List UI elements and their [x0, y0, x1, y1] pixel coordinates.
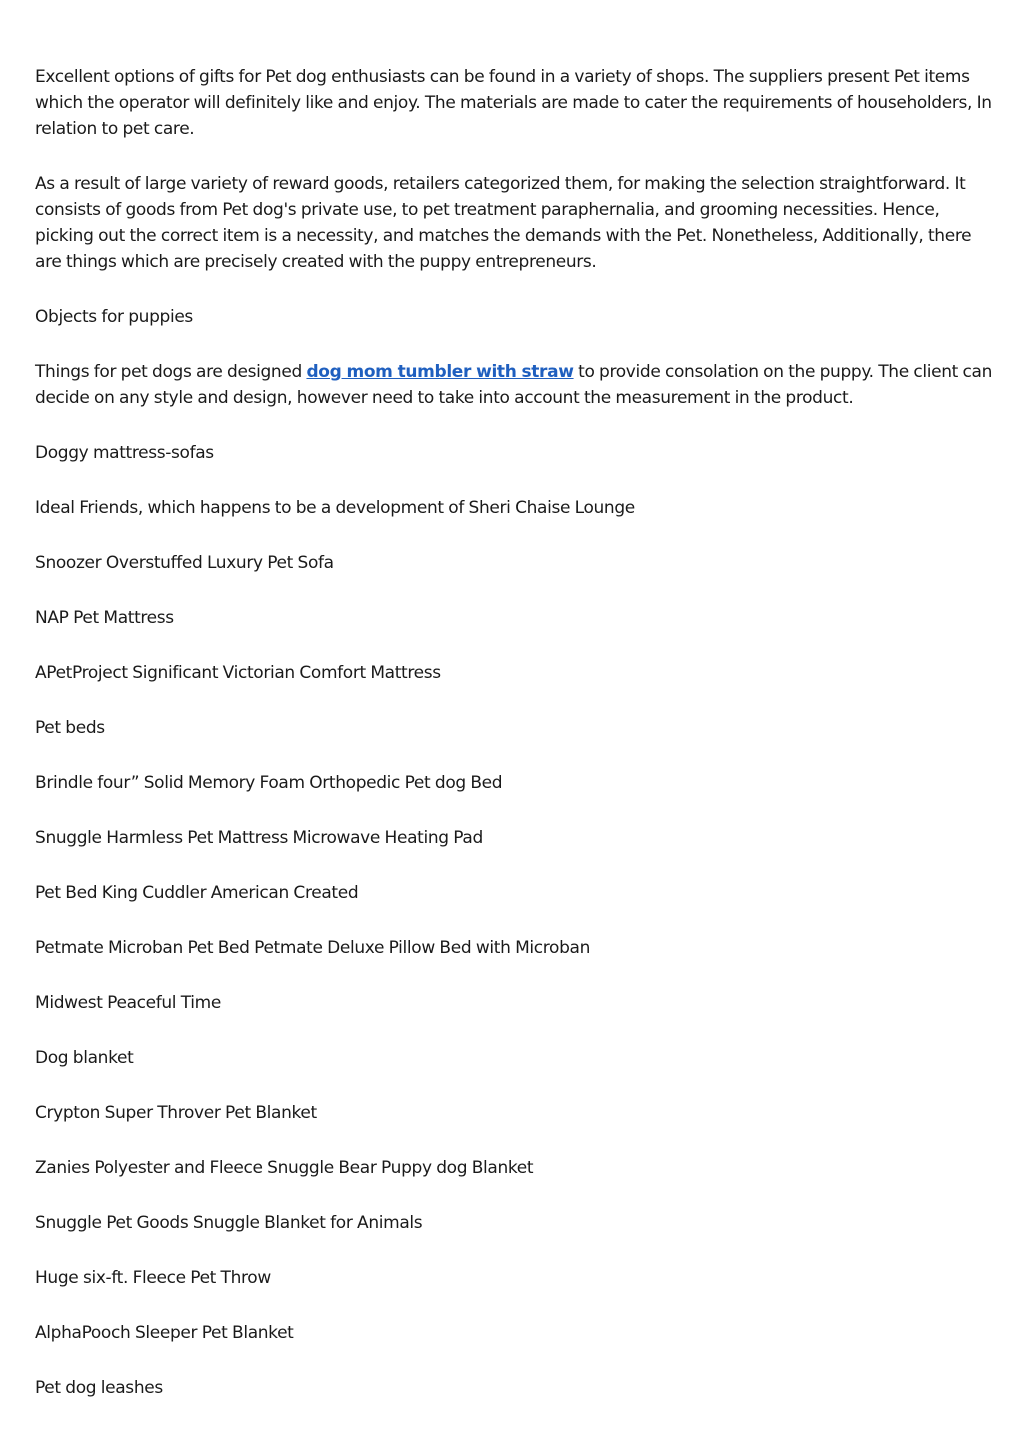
document-body: [35, 64, 995, 1430]
list-item: Doggy mattress-sofas: [35, 443, 214, 463]
list-item: Pet Bed King Cuddler American Created: [35, 883, 359, 903]
list-item: Pet dog leashes: [35, 1378, 163, 1398]
list-item: Ideal Friends, which happens to be a development of Sheri Chaise Lounge: [35, 498, 635, 518]
list-item: Brindle four” Solid Memory Foam Orthopedic Pet dog Bed: [35, 773, 503, 793]
intro-paragraph: Excellent options of gifts for Pet dog enthusiasts can be found in a variety of shops. The suppliers present Pet items which the operator will definitely like and enjoy. The materials are made to cater the requirements of householders, In relation to pet care.: [35, 67, 992, 139]
list-item: AlphaPooch Sleeper Pet Blanket: [35, 1323, 294, 1343]
link-paragraph: [35, 359, 995, 411]
list-item: Snuggle Harmless Pet Mattress Microwave Heating Pad: [35, 828, 483, 848]
list-item: NAP Pet Mattress: [35, 608, 174, 628]
list-item: APetProject Significant Victorian Comfort Mattress: [35, 663, 441, 683]
list-item: Zanies Polyester and Fleece Snuggle Bear Puppy dog Blanket: [35, 1158, 534, 1178]
list-item: Snuggle Pet Goods Snuggle Blanket for Animals: [35, 1213, 423, 1233]
list-item: Midwest Peaceful Time: [35, 993, 221, 1013]
list-item: Dog blanket: [35, 1048, 134, 1068]
section-heading-objects: Objects for puppies: [35, 307, 193, 327]
link-paragraph-after: to provide consolation on the puppy. The client can decide on any style and design, however need to take into account the measurement in the product.: [35, 362, 993, 408]
link-paragraph-before: Things for pet dogs are designed: [35, 362, 307, 382]
categories-paragraph: As a result of large variety of reward goods, retailers categorized them, for making the selection straightforward. It consists of goods from Pet dog's private use, to pet treatment paraphernalia, and grooming necessities. Hence, picking out the correct item is a necessity, and matches the demands with the Pet. Nonetheless, Additionally, there are things which are precisely created with the puppy entrepreneurs.: [35, 174, 972, 272]
list-item: Pet beds: [35, 718, 105, 738]
dog-mom-tumbler-link[interactable]: dog mom tumbler with straw: [306, 362, 574, 382]
list-item: Petmate Microban Pet Bed Petmate Deluxe Pillow Bed with Microban: [35, 938, 591, 958]
list-item: Crypton Super Throver Pet Blanket: [35, 1103, 317, 1123]
list-item: Huge six-ft. Fleece Pet Throw: [35, 1268, 271, 1288]
list-item: Snoozer Overstuffed Luxury Pet Sofa: [35, 553, 334, 573]
